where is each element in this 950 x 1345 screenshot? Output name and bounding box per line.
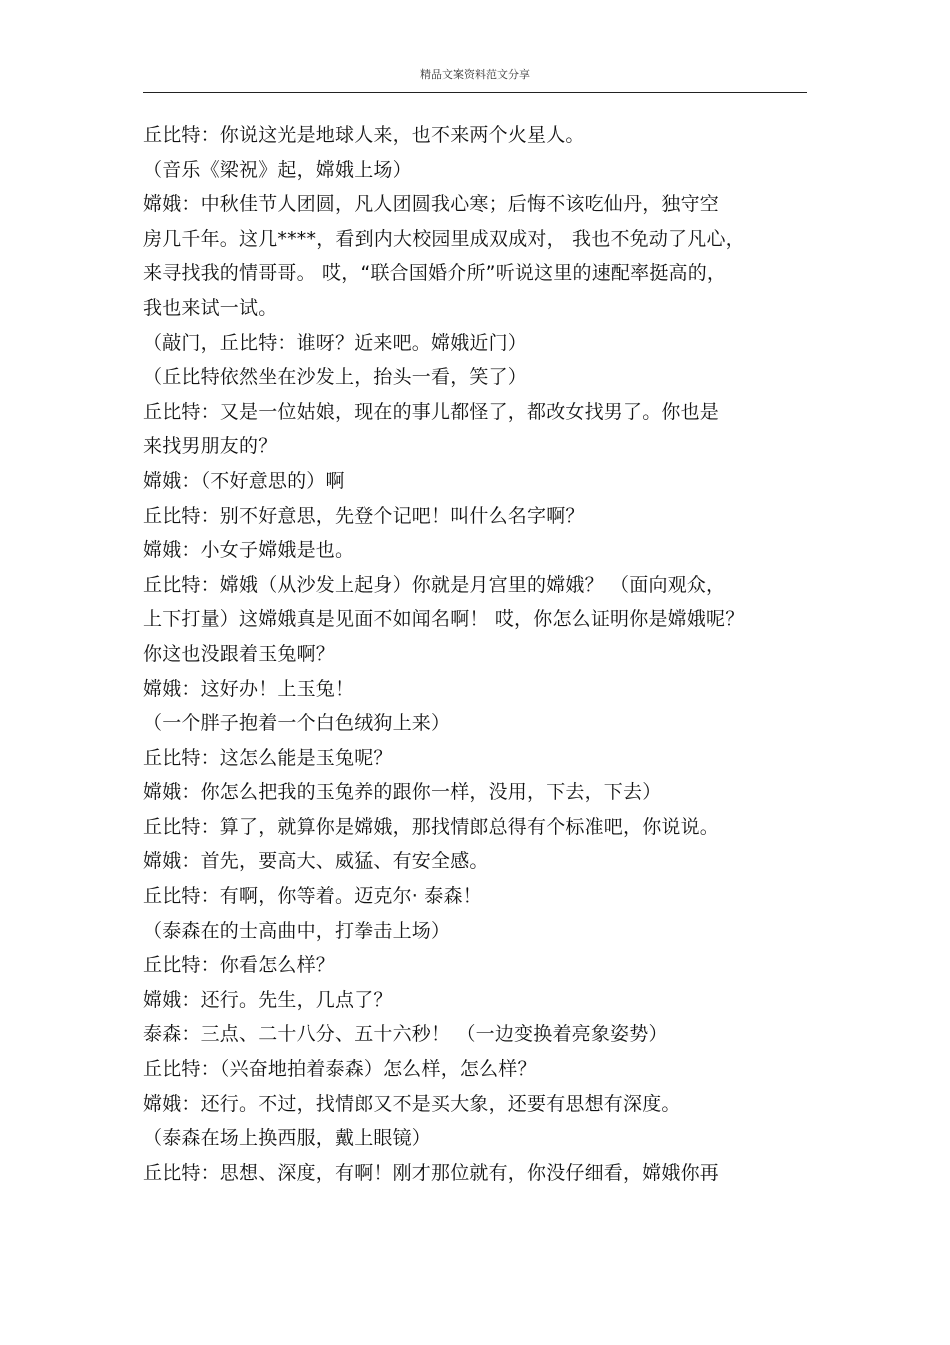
text-line: 丘比特：别不好意思，先登个记吧！叫什么名字啊？ — [143, 504, 585, 527]
header-title: 精品文案资料范文分享 — [420, 68, 530, 81]
page-header — [143, 66, 807, 93]
text-line: 泰森：三点、二十八分、五十六秒！ （一边变换着亮象姿势） — [143, 1023, 668, 1046]
text-line: （一个胖子抱着一个白色绒狗上来） — [143, 712, 451, 735]
text-line: 来寻找我的情哥哥。 哎，“联合国婚介所”听说这里的速配率挺高的， — [143, 262, 727, 285]
text-line: 来找男朋友的？ — [143, 435, 278, 458]
text-line: 嫦娥：还行。不过，找情郎又不是买大象，还要有思想有深度。 — [143, 1092, 681, 1115]
text-line: 嫦娥：（不好意思的）啊 — [143, 469, 345, 492]
text-line: 丘比特：算了，就算你是嫦娥，那找情郎总得有个标准吧，你说说。 — [143, 815, 720, 838]
text-line: 丘比特：嫦娥（从沙发上起身）你就是月宫里的嫦娥？ （面向观众， — [143, 573, 726, 596]
text-line: 嫦娥：小女子嫦娥是也。 — [143, 539, 355, 562]
text-line: 嫦娥：首先，要高大、威猛、有安全感。 — [143, 850, 489, 873]
text-line: 嫦娥：还行。先生，几点了？ — [143, 988, 393, 1011]
text-line: 嫦娥：这好办！上玉兔！ — [143, 677, 355, 700]
text-line: （音乐《梁祝》起，嫦娥上场） — [143, 158, 412, 181]
text-line: 丘比特：你说这光是地球人来，也不来两个火星人。 — [143, 124, 585, 146]
text-line: 丘比特：（兴奋地拍着泰森）怎么样，怎么样？ — [143, 1058, 537, 1081]
text-line: （泰森在场上换西服，戴上眼镜） — [143, 1127, 432, 1150]
text-line: 丘比特：思想、深度，有啊！刚才那位就有，你没仔细看，嫦娥你再 — [143, 1161, 720, 1184]
text-line: （敲门，丘比特：谁呀？近来吧。嫦娥近门） — [143, 331, 528, 354]
text-line: 我也来试一试。 — [143, 296, 278, 319]
text-line: 丘比特：有啊，你等着。迈克尔· 泰森！ — [143, 885, 482, 908]
text-line: 嫦娥：你怎么把我的玉兔养的跟你一样，没用，下去，下去） — [143, 781, 662, 804]
text-line: 丘比特：你看怎么样？ — [143, 954, 336, 977]
text-line: 房几千年。这几****，看到内大校园里成双成对， 我也不免动了凡心， — [143, 227, 745, 250]
text-line: （丘比特依然坐在沙发上，抬头一看，笑了） — [143, 366, 528, 389]
text-line: 嫦娥：中秋佳节人团圆，凡人团圆我心寒；后悔不该吃仙丹，独守空 — [143, 193, 720, 216]
text-line: 上下打量）这嫦娥真是见面不如闻名啊！ 哎，你怎么证明你是嫦娥呢？ — [143, 608, 745, 631]
document-body — [143, 118, 803, 1190]
text-line: 丘比特：这怎么能是玉兔呢？ — [143, 746, 393, 769]
text-line: （泰森在的士高曲中，打拳击上场） — [143, 919, 451, 942]
text-line: 丘比特：又是一位姑娘，现在的事儿都怪了，都改女找男了。你也是 — [143, 400, 720, 423]
text-line: 你这也没跟着玉兔啊？ — [143, 642, 336, 665]
